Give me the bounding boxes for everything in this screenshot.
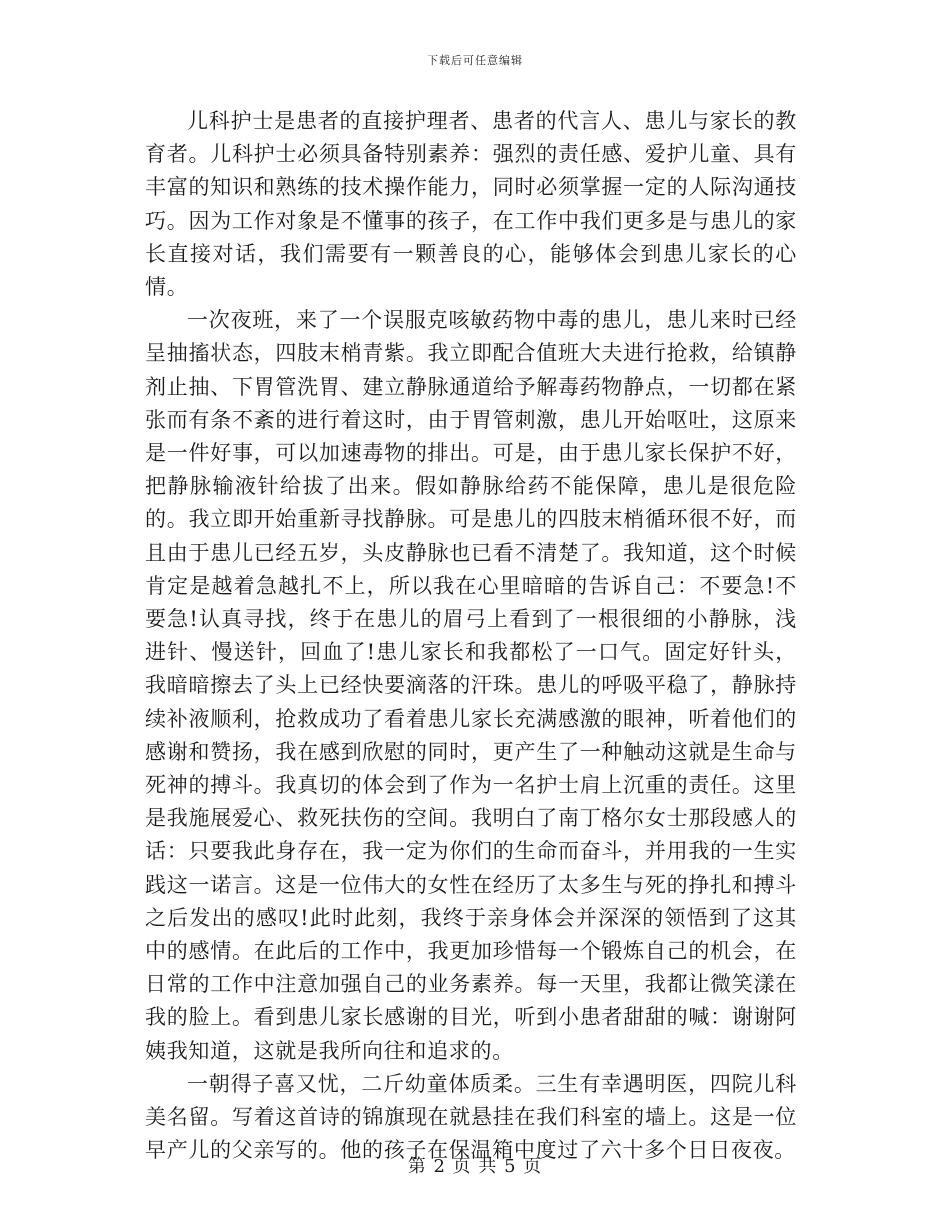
- page-header: 下载后可任意编辑: [427, 54, 523, 67]
- paragraph-2: 一次夜班，来了一个误服克咳敏药物中毒的患儿，患儿来时已经呈抽搐状态，四肢末梢青紫。我立即配合值班大夫进行抢救，给镇静剂止抽、下胃管洗胃、建立静脉通道给予解毒药物静点，一切都在紧张而有条不紊的进行着这时，由于胃管刺激，患儿开始呕吐，这原来是一件好事，可以加速毒物的排出。可是，由于患儿家长保护不好，把静脉输液针给拔了出来。假如静脉给药不能保障，患儿是很危险的。我立即开始重新寻找静脉。可是患儿的四肢末梢循环很不好，而且由于患儿已经五岁，头皮静脉也已看不清楚了。我知道，这个时候肯定是越着急越扎不上，所以我在心里暗暗的告诉自己：不要急!不要急!认真寻找，终于在患儿的眉弓上看到了一根很细的小静脉，浅进针、慢送针，回血了!患儿家长和我都松了一口气。固定好针头，我暗暗擦去了头上已经快要滴落的汗珠。患儿的呼吸平稳了，静脉持续补液顺利，抢救成功了看着患儿家长充满感激的眼神，听着他们的感谢和赞扬，我在感到欣慰的同时，更产生了一种触动这就是生命与死神的搏斗。我真切的体会到了作为一名护士肩上沉重的责任。这里是我施展爱心、救死扶伤的空间。我明白了南丁格尔女士那段感人的话：只要我此身存在，我一定为你们的生命而奋斗，并用我的一生实践这一诺言。这是一位伟大的女性在经历了太多生与死的挣扎和搏斗之后发出的感叹!此时此刻，我终于亲身体会并深深的领悟到了这其中的感情。在此后的工作中，我更加珍惜每一个锻炼自己的机会，在日常的工作中注意加强自己的业务素养。每一天里，我都让微笑漾在我的脸上。看到患儿家长感谢的目光，听到小患者甜甜的喊：谢谢阿姨我知道，这就是我所向往和追求的。: [145, 308, 797, 1063]
- paragraph-1: 儿科护士是患者的直接护理者、患者的代言人、患儿与家长的教育者。儿科护士必须具备特别素养：强烈的责任感、爱护儿童、具有丰富的知识和熟练的技术操作能力，同时必须掌握一定的人际沟通技巧。因为工作对象是不懂事的孩子，在工作中我们更多是与患儿的家长直接对话，我们需要有一颗善良的心，能够体会到患儿家长的心情。: [145, 109, 797, 300]
- paragraph-3: 一朝得子喜又忧，二斤幼童体质柔。三生有幸遇明医，四院儿科美名留。写着这首诗的锦旗现在就悬挂在我们科室的墙上。这是一位早产儿的父亲写的。他的孩子在保温箱中度过了六十多个日日夜夜。: [145, 1071, 797, 1163]
- document-body: [145, 105, 797, 1168]
- page-number-footer: 第 2 页 共 5 页: [407, 1156, 543, 1177]
